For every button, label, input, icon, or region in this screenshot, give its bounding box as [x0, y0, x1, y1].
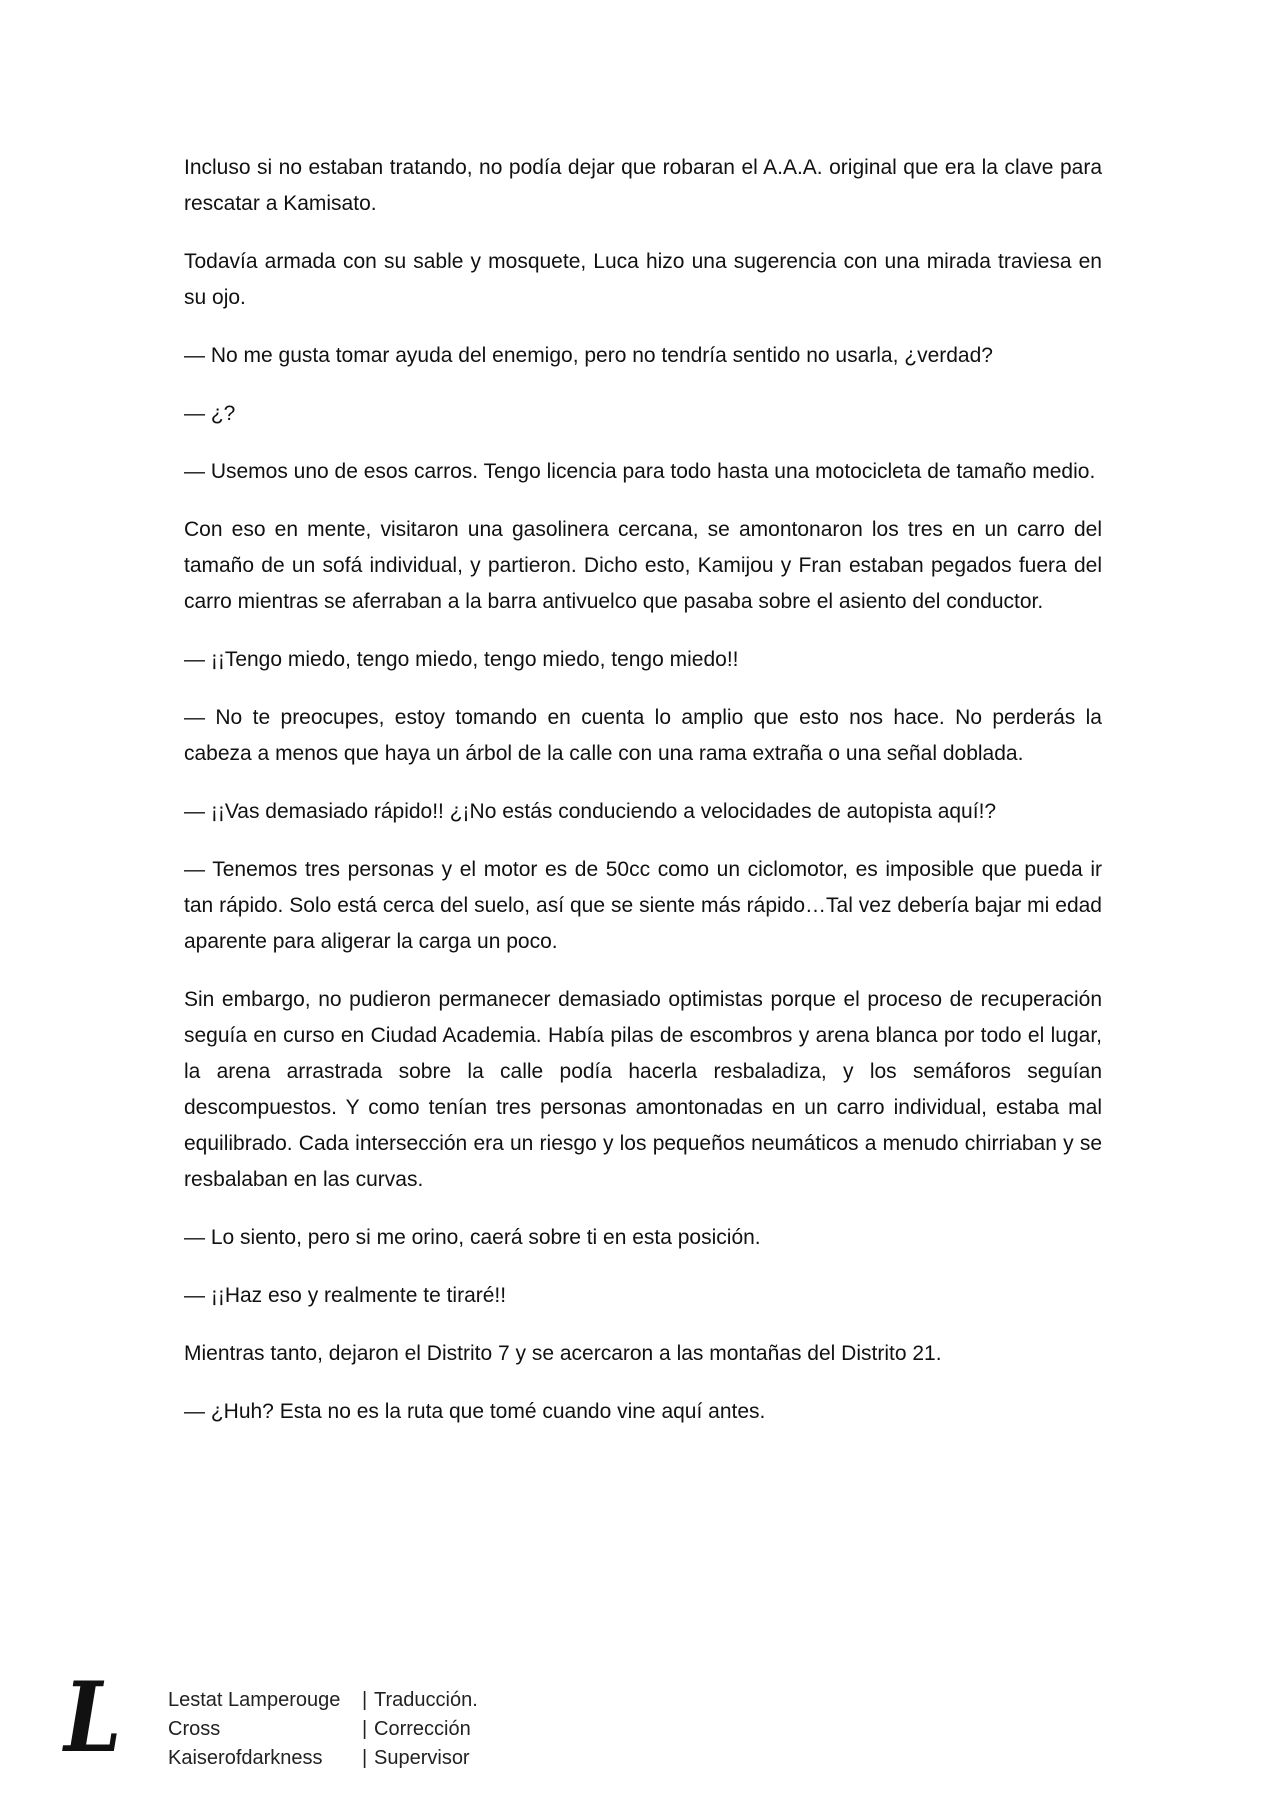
- paragraph: Mientras tanto, dejaron el Distrito 7 y se acercaron a las montañas del Distrito 21.: [184, 1342, 942, 1365]
- paragraph: Con eso en mente, visitaron una gasolinera cercana, se amontonaron los tres en un carro del tamaño de un sofá individual, y partieron. Dicho esto, Kamijou y Fran estaban pegados fuera del carro mientras se aferraban a la barra antivuelco que pasaba sobre el asiento del conductor.: [184, 518, 1102, 613]
- dialogue-line: — ¿Huh? Esta no es la ruta que tomé cuando vine aquí antes.: [184, 1400, 766, 1423]
- paragraph: Todavía armada con su sable y mosquete, Luca hizo una sugerencia con una mirada traviesa en su ojo.: [184, 250, 1102, 309]
- dialogue-line: — ¿?: [184, 402, 236, 425]
- dialogue-line: — ¡¡Tengo miedo, tengo miedo, tengo miedo, tengo miedo!!: [184, 648, 739, 671]
- document-body: [184, 150, 1102, 1452]
- dialogue-line: — No me gusta tomar ayuda del enemigo, pero no tendría sentido no usarla, ¿verdad?: [184, 344, 993, 367]
- paragraph: Incluso si no estaban tratando, no podía dejar que robaran el A.A.A. original que era la clave para rescatar a Kamisato.: [184, 156, 1102, 215]
- dialogue-line: — No te preocupes, estoy tomando en cuenta lo amplio que esto nos hace. No perderás la cabeza a menos que haya un árbol de la calle con una rama extraña o una señal doblada.: [184, 706, 1102, 765]
- dialogue-line: — Usemos uno de esos carros. Tengo licencia para todo hasta una motocicleta de tamaño medio.: [184, 460, 1096, 483]
- credit-row: [168, 1686, 478, 1715]
- credit-role: Supervisor: [374, 1747, 470, 1769]
- dialogue-line: — ¡¡Vas demasiado rápido!! ¿¡No estás conduciendo a velocidades de autopista aquí!?: [184, 800, 997, 823]
- dialogue-line: — Lo siento, pero si me orino, caerá sobre ti en esta posición.: [184, 1226, 761, 1249]
- dialogue-line: — ¡¡Haz eso y realmente te tiraré!!: [184, 1284, 507, 1307]
- credit-name: Kaiserofdarkness: [168, 1747, 323, 1769]
- credit-separator: |: [362, 1718, 368, 1740]
- dialogue-line: — Tenemos tres personas y el motor es de 50cc como un ciclomotor, es imposible que pueda ir tan rápido. Solo está cerca del suelo, así que se siente más rápido…Tal vez debería bajar mi edad aparente para aligerar la carga un poco.: [184, 858, 1102, 953]
- credits-footer: [168, 1686, 478, 1773]
- credit-separator: |: [362, 1747, 368, 1769]
- credit-separator: |: [362, 1689, 368, 1711]
- paragraph: Sin embargo, no pudieron permanecer demasiado optimistas porque el proceso de recuperación seguía en curso en Ciudad Academia. Había pilas de escombros y arena blanca por todo el lugar, la arena arrastrada sobre la calle podía hacerla resbaladiza, y los semáforos seguían descompuestos. Y como tenían tres personas amontonadas en un carro individual, estaba mal equilibrado. Cada intersección era un riesgo y los pequeños neumáticos a menudo chirriaban y se resbalaban en las curvas.: [184, 988, 1102, 1191]
- credit-role: Corrección: [374, 1718, 471, 1740]
- credit-name: Lestat Lamperouge: [168, 1689, 341, 1711]
- credit-row: [168, 1715, 478, 1744]
- credit-name: Cross: [168, 1718, 221, 1740]
- credit-role: Traducción.: [374, 1689, 478, 1711]
- gothic-l-logo: L: [64, 1661, 122, 1774]
- credit-row: [168, 1744, 478, 1773]
